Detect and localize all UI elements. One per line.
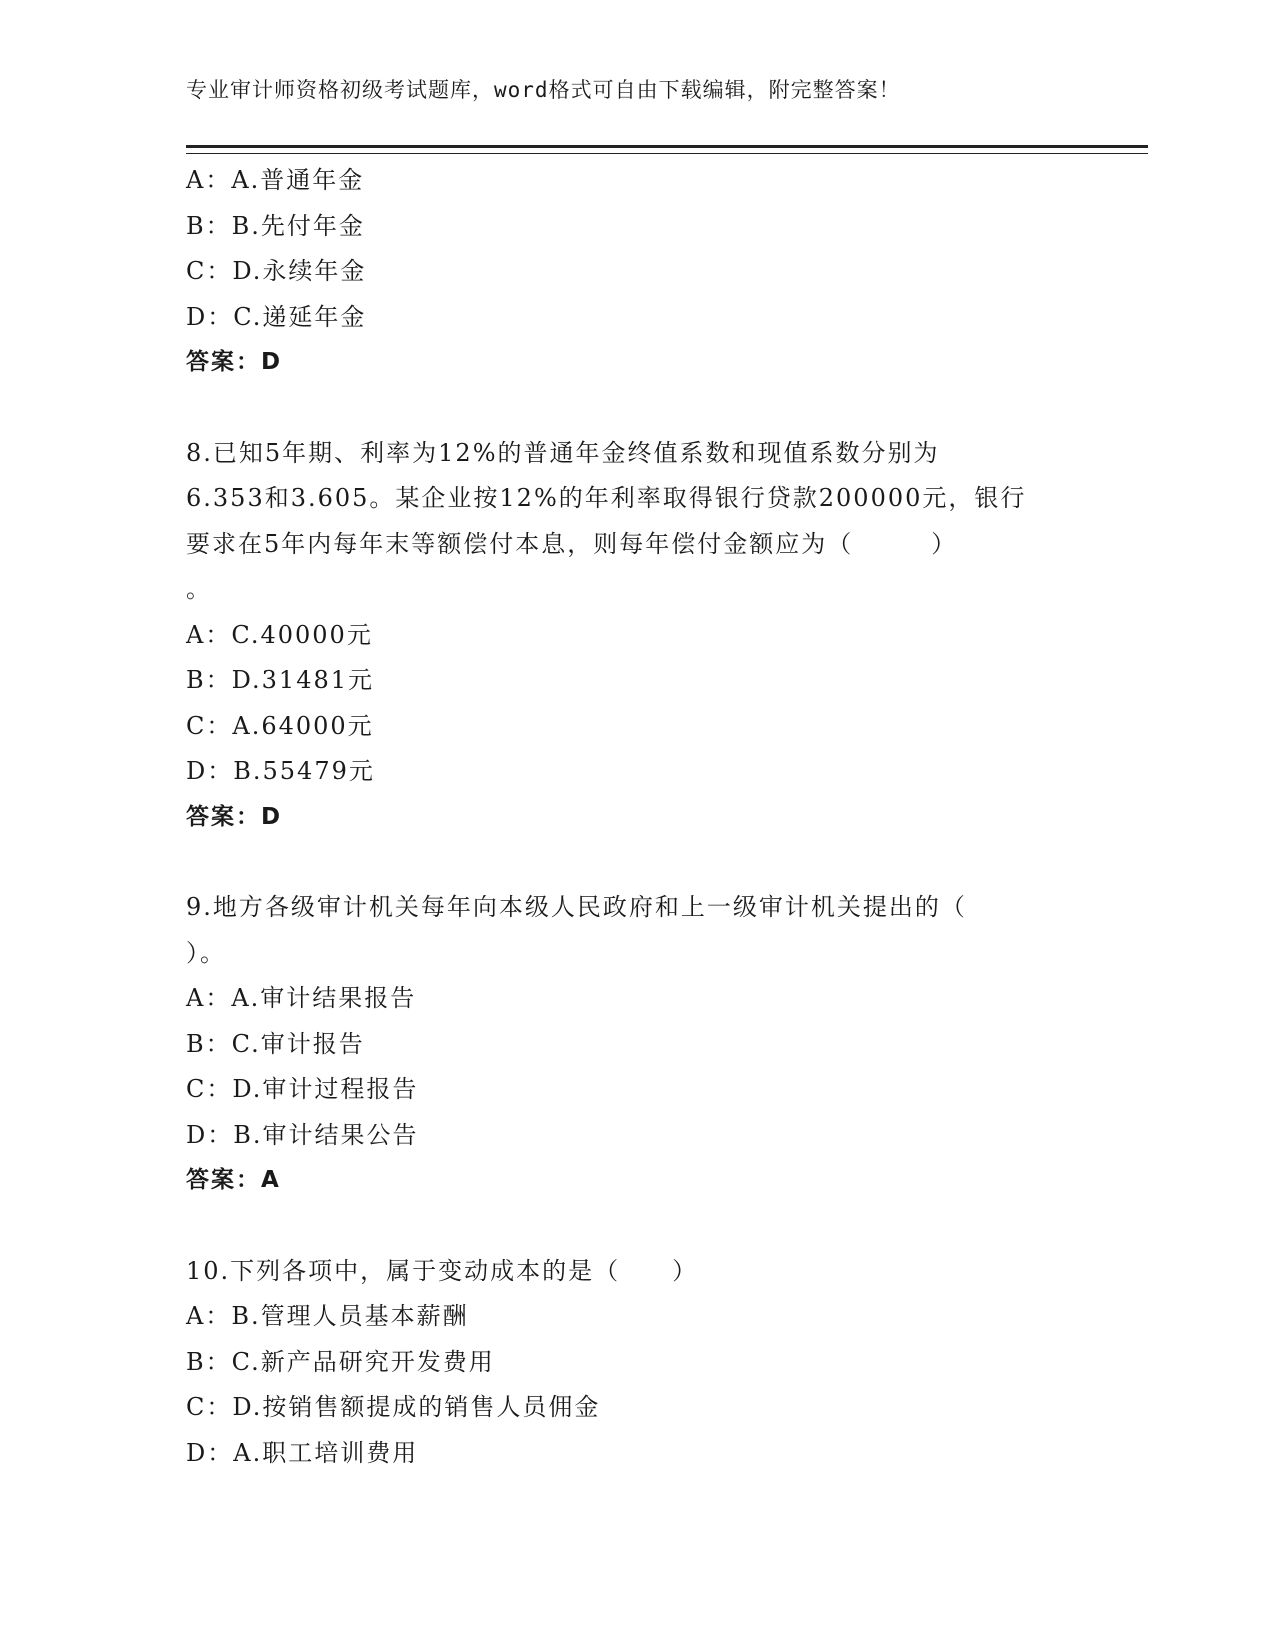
header-divider [186,145,1148,154]
question-stem-line: 9.地方各级审计机关每年向本级人民政府和上一级审计机关提出的（ [186,893,967,921]
option-a: A：A.普通年金 [186,166,365,194]
question-9 [186,885,1086,1204]
option-d: D：B.审计结果公告 [186,1120,419,1149]
option-b: B：C.审计报告 [186,1029,365,1058]
option-b: B：B.先付年金 [186,211,365,240]
option-c: C：D.永续年金 [186,257,367,285]
option-d: D：A.职工培训费用 [186,1438,419,1467]
option-b: B：C.新产品研究开发费用 [186,1347,495,1376]
question-stem-line: 。 [186,575,212,603]
answer: 答案：A [186,1167,281,1193]
page-header: 专业审计师资格初级考试题库，word格式可自由下载编辑，附完整答案！ [186,78,901,102]
option-a: A：C.40000元 [186,620,373,649]
question-content [186,158,1086,1476]
option-d: D：B.55479元 [186,757,375,785]
question-stem-line: 8.已知5年期、利率为12%的普通年金终值系数和现值系数分别为 [186,438,940,467]
question-8 [186,431,1086,841]
option-a: A：A.审计结果报告 [186,984,417,1012]
question-stem-line: 要求在5年内每年末等额偿付本息，则每年偿付金额应为（ ） [186,529,958,558]
question-7 [186,158,1086,386]
option-b: B：D.31481元 [186,666,375,694]
option-c: C：D.审计过程报告 [186,1075,419,1103]
question-stem-line: ）。 [186,938,226,967]
option-d: D：C.递延年金 [186,302,367,331]
option-c: C：D.按销售额提成的销售人员佣金 [186,1393,601,1421]
option-a: A：B.管理人员基本薪酬 [186,1302,469,1330]
option-c: C：A.64000元 [186,711,374,740]
question-stem-line: 10.下列各项中，属于变动成本的是（ ） [186,1256,699,1285]
question-stem-line: 6.353和3.605。某企业按12%的年利率取得银行贷款200000元，银行 [186,484,1027,512]
answer: 答案：D [186,803,283,830]
question-10 [186,1249,1086,1477]
answer: 答案：D [186,349,283,375]
